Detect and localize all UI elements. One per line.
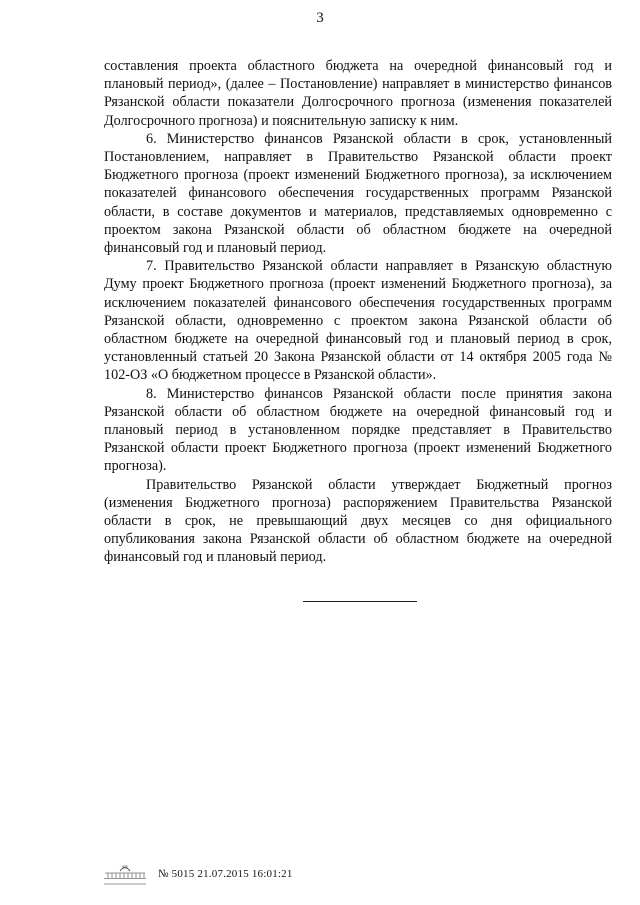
paragraph: Правительство Рязанской области утверждает Бюджетный прогноз (изменения Бюджетного прогноза) распоряжением Правительства Рязанской области в срок, не превышающий двух месяцев со дня официального опубликования закона Рязанской области об областном бюджете на очередной финансовый год и плановый период.	[104, 476, 612, 566]
document-body	[104, 57, 612, 567]
end-separator-line	[303, 601, 417, 602]
paragraph: 6. Министерство финансов Рязанской области в срок, установленный Постановлением, направляет в Правительство Рязанской области проект Бюджетного прогноза (проект изменений Бюджетного прогноза), за исключением показателей финансового обеспечения государственных программ Рязанской области, в составе документов и материалов, представляемых одновременно с проектом закона Рязанской области об областном бюджете на очередной финансовый год и плановый период.	[104, 130, 612, 257]
government-building-stamp-icon	[102, 863, 148, 885]
page-number: 3	[316, 10, 324, 26]
paragraph: составления проекта областного бюджета на очередной финансовый год и плановый период», (далее – Постановление) направляет в министерство финансов Рязанской области показатели Долгосрочного прогноза (изменения показателей Долгосрочного прогноза) и пояснительную записку к ним.	[104, 58, 612, 129]
paragraph: 8. Министерство финансов Рязанской области после принятия закона Рязанской области об областном бюджете на очередной финансовый год и плановый период в установленном порядке представляет в Правительство Рязанской области проект Бюджетного прогноза (проект изменений Бюджетного прогноза).	[104, 385, 612, 475]
paragraph: 7. Правительство Рязанской области направляет в Рязанскую областную Думу проект Бюджетного прогноза (проект изменений Бюджетного прогноза), за исключением показателей финансового обеспечения государственных программ Рязанской области, одновременно с проектом закона Рязанской области об областном бюджете на очередной финансовый год и плановый период в срок, установленный статьей 20 Закона Рязанской области от 14 октября 2005 года № 102-ОЗ «О бюджетном процессе в Рязанской области».	[104, 258, 612, 384]
document-footer	[102, 862, 362, 886]
document-registration-stamp: № 5015 21.07.2015 16:01:21	[158, 868, 293, 880]
